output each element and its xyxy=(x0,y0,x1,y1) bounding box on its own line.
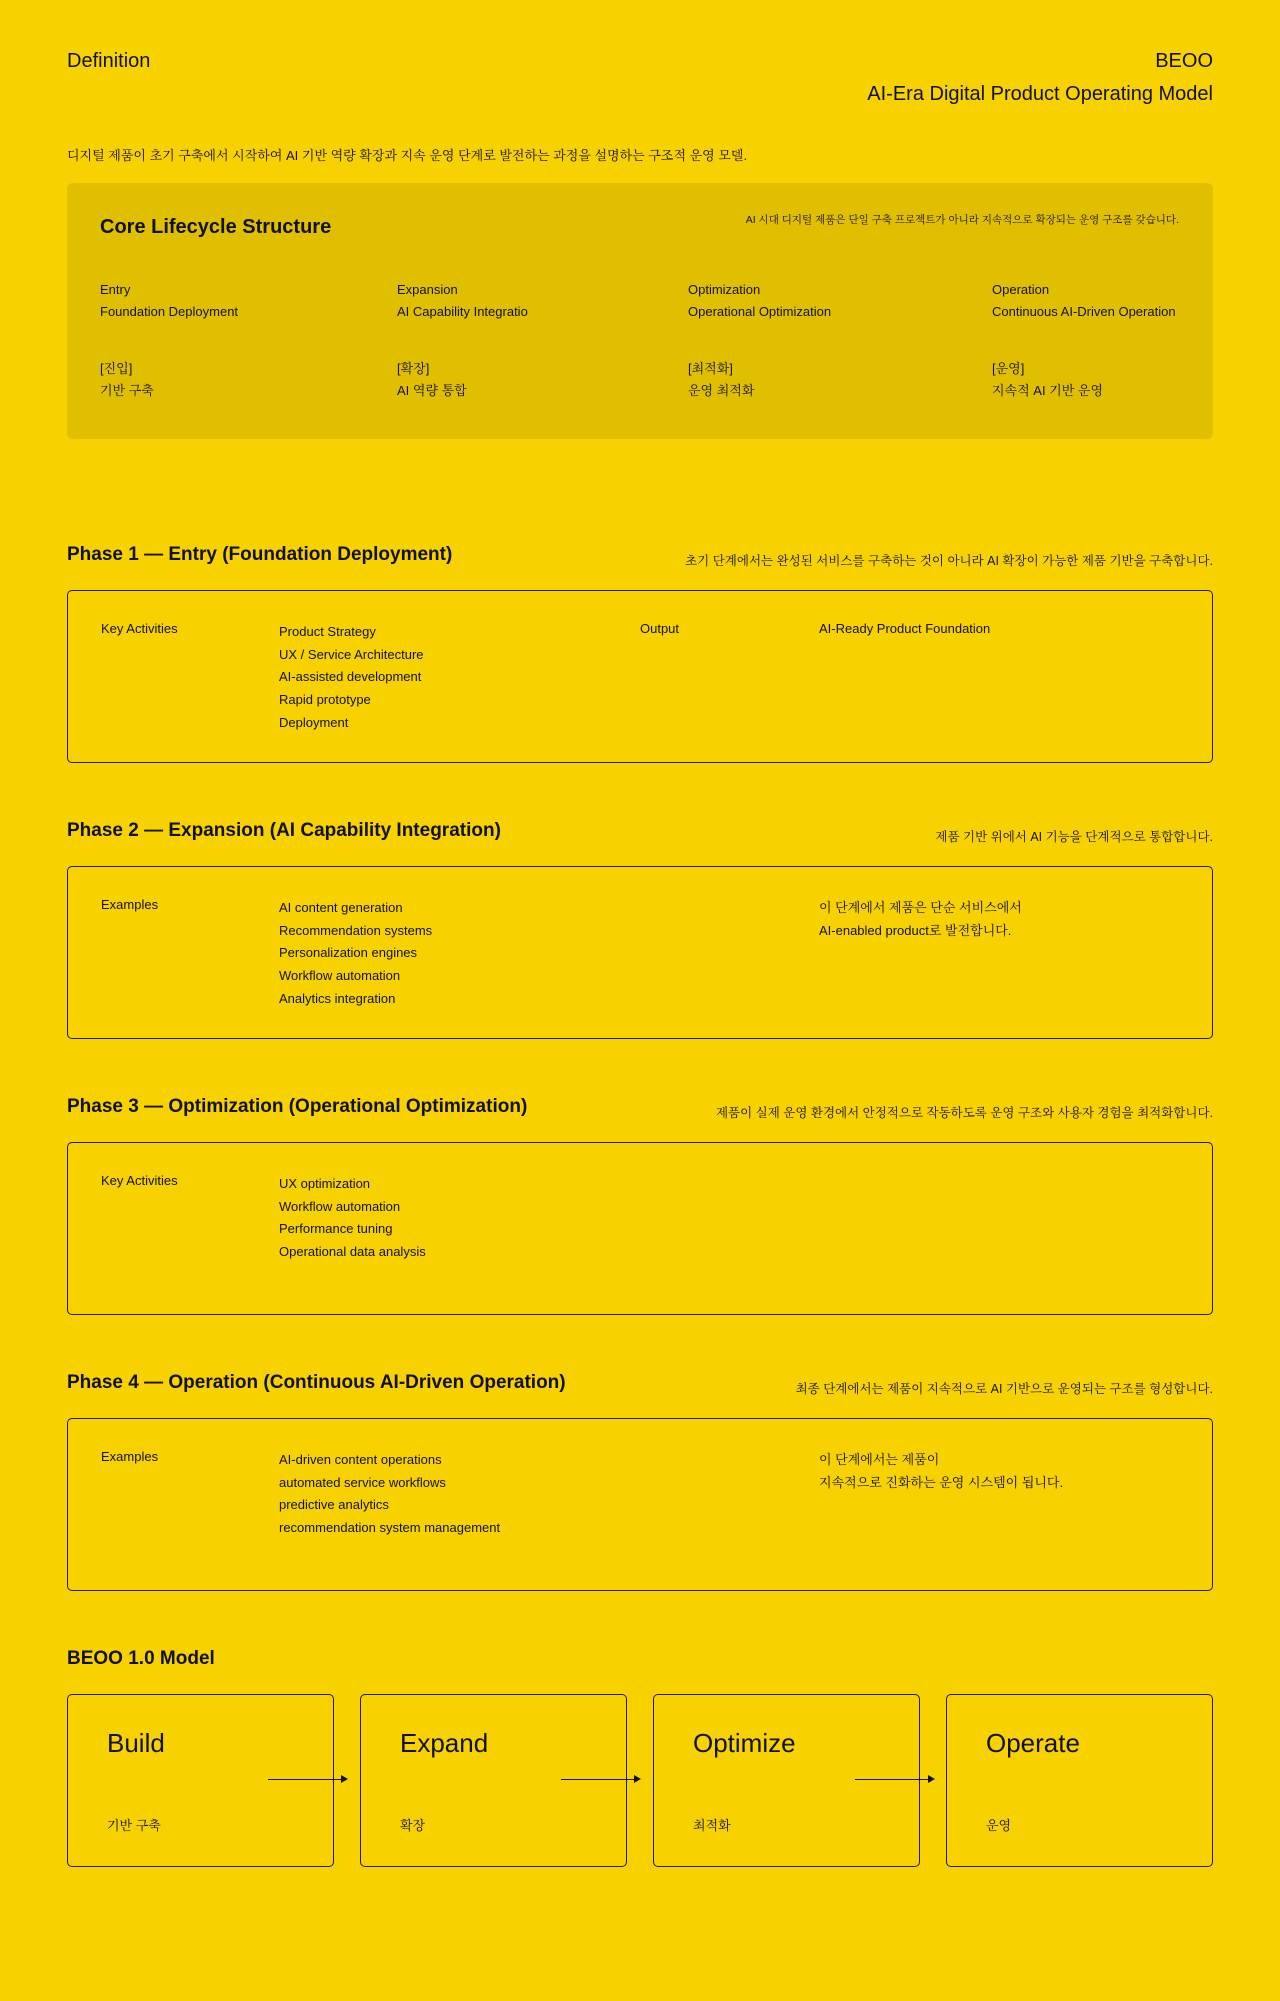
brand-name: BEOO xyxy=(1155,50,1213,72)
list-item: predictive analytics xyxy=(279,1497,389,1513)
stage-name: Optimization xyxy=(688,282,761,297)
list-item: Analytics integration xyxy=(279,990,396,1006)
model-card-subtitle: 기반 구축 xyxy=(107,1818,161,1833)
side-line: 지속적으로 진화하는 운영 시스템이 됩니다. xyxy=(819,1474,1064,1490)
model-title: BEOO 1.0 Model xyxy=(67,1648,215,1669)
model-card-subtitle: 최적화 xyxy=(693,1818,731,1833)
stage-name-ko: [운영] xyxy=(992,361,1025,376)
phase-3-items xyxy=(279,1173,426,1264)
list-item: UX / Service Architecture xyxy=(279,646,424,662)
arrow-right-icon xyxy=(561,1779,639,1780)
definition-label: Definition xyxy=(67,50,151,72)
phase-1-items xyxy=(279,621,424,735)
list-item: AI-assisted development xyxy=(279,669,422,685)
model-card-optimize xyxy=(653,1694,920,1867)
list-item: Operational data analysis xyxy=(279,1244,426,1260)
arrow-right-icon xyxy=(268,1779,346,1780)
list-item: Rapid prototype xyxy=(279,692,371,708)
model-card-subtitle: 확장 xyxy=(400,1818,426,1833)
list-item: Product Strategy xyxy=(279,624,376,639)
phase-2-title: Phase 2 — Expansion (AI Capability Integration) xyxy=(67,820,501,841)
side-line: AI-enabled product로 발전합니다. xyxy=(819,922,1012,938)
phase-1-box xyxy=(67,590,1213,763)
list-item: AI-driven content operations xyxy=(279,1452,442,1467)
stage-subtitle: AI Capability Integratio xyxy=(397,304,528,319)
phase-3-box xyxy=(67,1142,1213,1315)
phase-1-note: 초기 단계에서는 완성된 서비스를 구축하는 것이 아니라 AI 확장이 가능한 제품 기반을 구축합니다. xyxy=(685,554,1213,568)
stage-name-ko: [확장] xyxy=(397,361,430,376)
stage-subtitle-ko: 지속적 AI 기반 운영 xyxy=(992,383,1104,398)
stage-name-ko: [진입] xyxy=(100,361,133,376)
phase-1-title: Phase 1 — Entry (Foundation Deployment) xyxy=(67,544,453,565)
core-note: AI 시대 디지털 제품은 단일 구축 프로젝트가 아니라 지속적으로 확장되는 운영 구조를 갖습니다. xyxy=(745,214,1179,226)
phase-2-label: Examples xyxy=(101,897,159,912)
arrow-right-icon xyxy=(855,1779,933,1780)
core-lifecycle-panel xyxy=(67,183,1213,439)
output-label: Output xyxy=(640,621,680,636)
stage-name: Expansion xyxy=(397,282,458,297)
stage-name: Operation xyxy=(992,282,1050,297)
model-card-build xyxy=(67,1694,334,1867)
phase-4-label: Examples xyxy=(101,1449,159,1464)
phase-4-items xyxy=(279,1449,500,1540)
phase-4-title: Phase 4 — Operation (Continuous AI-Driven Operation) xyxy=(67,1372,566,1393)
page-subtitle: AI-Era Digital Product Operating Model xyxy=(867,83,1213,105)
phase-1-label: Key Activities xyxy=(101,621,178,636)
phase-3-note: 제품이 실제 운영 환경에서 안정적으로 작동하도록 운영 구조와 사용자 경험을 최적화합니다. xyxy=(715,1106,1213,1120)
list-item: recommendation system management xyxy=(279,1520,501,1536)
phase-4-note: 최종 단계에서는 제품이 지속적으로 AI 기반으로 운영되는 구조를 형성합니다. xyxy=(795,1382,1213,1396)
phase-2-side-text xyxy=(819,897,1022,942)
output-value: AI-Ready Product Foundation xyxy=(819,621,991,636)
stage-subtitle: Continuous AI-Driven Operation xyxy=(992,304,1176,319)
list-item: Deployment xyxy=(279,714,349,730)
side-line: 이 단계에서는 제품이 xyxy=(819,1452,940,1467)
list-item: AI content generation xyxy=(279,900,403,915)
phase-3-label: Key Activities xyxy=(101,1173,178,1188)
model-card-title: Operate xyxy=(986,1728,1080,1758)
definition-description: 디지털 제품이 초기 구축에서 시작하여 AI 기반 역량 확장과 지속 운영 단계로 발전하는 과정을 설명하는 구조적 운영 모델. xyxy=(67,148,748,163)
stage-name-ko: [최적화] xyxy=(688,361,733,376)
phase-4-side-text xyxy=(819,1449,1063,1494)
model-card-operate xyxy=(946,1694,1213,1867)
list-item: Workflow automation xyxy=(279,968,401,984)
list-item: Recommendation systems xyxy=(279,922,433,938)
phase-2-box xyxy=(67,866,1213,1039)
phase-2-note: 제품 기반 위에서 AI 기능을 단계적으로 통합합니다. xyxy=(935,830,1213,844)
list-item: Performance tuning xyxy=(279,1221,393,1237)
core-title: Core Lifecycle Structure xyxy=(100,216,332,238)
stage-subtitle-ko: AI 역량 통합 xyxy=(397,383,467,398)
phase-4-box xyxy=(67,1418,1213,1591)
list-item: Personalization engines xyxy=(279,945,418,961)
model-card-subtitle: 운영 xyxy=(986,1818,1012,1833)
stage-subtitle: Foundation Deployment xyxy=(100,304,239,319)
list-item: UX optimization xyxy=(279,1176,371,1191)
stage-subtitle-ko: 운영 최적화 xyxy=(688,383,755,398)
model-card-title: Optimize xyxy=(693,1728,796,1758)
list-item: Workflow automation xyxy=(279,1198,401,1214)
stage-name: Entry xyxy=(100,282,131,297)
phase-2-items xyxy=(279,897,432,1011)
model-card-title: Build xyxy=(107,1728,165,1758)
model-card-expand xyxy=(360,1694,627,1867)
phase-3-title: Phase 3 — Optimization (Operational Optimization) xyxy=(67,1096,528,1117)
stage-subtitle-ko: 기반 구축 xyxy=(100,383,154,398)
side-line: 이 단계에서 제품은 단순 서비스에서 xyxy=(819,900,1022,915)
stage-subtitle: Operational Optimization xyxy=(688,304,832,319)
model-card-title: Expand xyxy=(400,1728,489,1758)
list-item: automated service workflows xyxy=(279,1474,446,1490)
